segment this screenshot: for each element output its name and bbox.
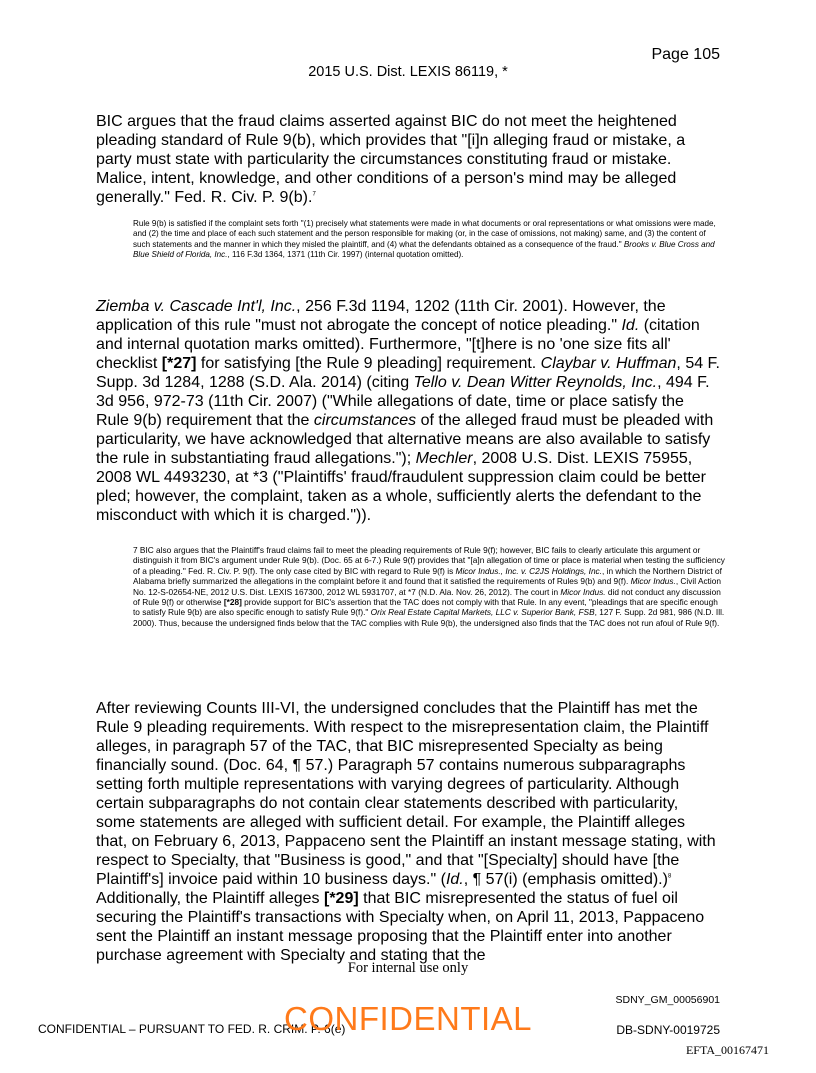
running-citation: 2015 U.S. Dist. LEXIS 86119, * [308, 64, 508, 80]
page-number: Page 105 [651, 46, 720, 63]
text: , Civil Action No. 12-S-02654-NE, 2012 U.S. Dist. LEXIS 167300, 2012 WL 5931707, at *7 (N.D. Ala. Nov. 26, 2012). The court in [133, 576, 721, 597]
text: , 494 F. 3d 956, 972-73 (11th Cir. 2007) ("While allegations of date, time or place satisfy the Rule 9(b) requirement that the [96, 374, 710, 429]
text: , 2008 U.S. Dist. LEXIS 75955, 2008 WL 4493230, at *3 ("Plaintiffs' fraud/fraudulent suppression claim could be better pled; however, the complaint, taken as a whole, sufficiently alerts the defendant to the misconduct with which it is charged.")). [96, 450, 706, 524]
text: , 116 F.3d 1364, 1371 (11th Cir. 1997) (internal quotation omitted). [227, 250, 464, 260]
text: provide support for BIC's assertion that the TAC does not comply with that Rule. In any event, "pleadings that are specific enough to satisfy Rule 9(b) are also specific enough to satisfy Rule 9(f)." [133, 597, 718, 618]
efta-number: EFTA_00167471 [685, 1043, 769, 1057]
block-quote [133, 219, 720, 261]
id-cite: Id. [621, 317, 640, 334]
text: , 127 F. Supp. 2d 981, 986 (N.D. Ill. 2000). Thus, because the undersigned finds below that the TAC complies with Rule 9(b), the undersigned also finds that the TAC does not run afoul of Rule 9(f). [133, 607, 725, 628]
text: , in which the Northern District of Alabama briefly summarized the allegations in the complaint before it and found that it satisfied the requirements of Rules 9(b) and 9(f). [133, 565, 722, 587]
footnote-7 [133, 545, 725, 628]
text: , ¶ 57(i) (emphasis omitted).) [463, 871, 668, 888]
text: for satisfying [the Rule 9 pleading] requirement. [196, 355, 541, 372]
text: of the alleged fraud must be pleaded with particularity, we have acknowledged that alternative means are also available to satisfy the rule in substantiating fraud allegations."); [96, 412, 714, 467]
text: that BIC misrepresented the status of fuel oil securing the Plaintiff's transactions with Specialty when, on April 11, 2013, Pappaceno sent the Plaintiff an instant message proposing that the Plaintiff enter into another purchase agreement with Specialty and stating that the [96, 890, 705, 964]
case-name: Ziemba v. Cascade Int'l, Inc. [96, 298, 297, 315]
emphasis: circumstances [313, 412, 417, 429]
star-page: [*27] [161, 355, 197, 372]
case-name: Micor Indus. [560, 586, 606, 597]
text: Rule 9(b) is satisfied if the complaint sets forth "(1) precisely what statements were made in what documents or oral representations or what omissions were made, and (2) the time and place of each such statement and the person responsible for making (or, in the case of omissions, not making) same, and (3) the content of such statements and the manner in which they misled the plaintiff, and (4) what the defendants obtained as a consequence of the fraud." [133, 219, 716, 249]
footnote-ref: 7 [312, 191, 316, 198]
text: 7 BIC also argues that the Plaintiff's fraud claims fail to meet the pleading requirements of Rule 9(f); however, BIC fails to clearly articulate this argument or distinguish it from BIC's argument under Rule 9(b). (Doc. 65 at 6-7.) Rule 9(f) provides that "[a]n allegation of time or place is material when testing the sufficiency of a pleading." Fed. R. Civ. P. 9(f). The only case cited by BIC with regard to Rule 9(f) is [133, 545, 725, 576]
paragraph-notice-pleading [96, 297, 720, 525]
star-page: [*28] [223, 597, 242, 608]
text: (citation and internal quotation marks omitted). Furthermore, "[t]here is no 'one size fits all' checklist [96, 317, 700, 372]
paragraph-rule-9b [96, 112, 720, 207]
text: BIC argues that the fraud claims asserted against BIC do not meet the heightened pleading standard of Rule 9(b), which provides that "[i]n alleging fraud or mistake, a party must state with particularity the circumstances constituting fraud or mistake. Malice, intent, knowledge, and other conditions of a person's mind may be alleged generally." Fed. R. Civ. P. 9(b). [96, 113, 686, 206]
bates-db: DB-SDNY-0019725 [616, 1023, 720, 1037]
text: , 54 F. Supp. 3d 1284, 1288 (S.D. Ala. 2014) (citing [96, 355, 720, 391]
case-name: Orix Real Estate Capital Markets, LLC v. Superior Bank, FSB [370, 607, 595, 618]
confidential-stamp: CONFIDENTIAL [283, 1000, 533, 1037]
case-name: Brooks v. Blue Cross and Blue Shield of Florida, Inc. [133, 239, 715, 260]
footnote-ref: 8 [667, 873, 672, 880]
case-name: Mechler [415, 450, 473, 467]
text: did not conduct any discussion of Rule 9(f) or otherwise [133, 586, 721, 608]
text: After reviewing Counts III-VI, the undersigned concludes that the Plaintiff has met the Rule 9 pleading requirements. With respect to the misrepresentation claim, the Plaintiff alleges, in paragraph 57 of the TAC, that BIC misrepresented Specialty as being financially sound. (Doc. 64, ¶ 57.) Paragraph 57 contains numerous subparagraphs setting forth multiple representations with varying degrees of particularity. Although certain subparagraphs do not contain clear statements described with particularity, some statements are alleged with sufficient detail. For example, the Plaintiff alleges that, on February 6, 2013, Pappaceno sent the Plaintiff an instant message stating, with respect to Specialty, that "Business is good," and that "[Specialty] should have [the Plaintiff's] invoice paid within 10 business days." ( [96, 700, 716, 888]
text: , 256 F.3d 1194, 1202 (11th Cir. 2001). However, the application of this rule "must not abrogate the concept of notice pleading." [96, 298, 666, 334]
bates-sdny: SDNY_GM_00056901 [615, 994, 720, 1006]
case-name: Claybar v. Huffman [540, 355, 677, 372]
confidential-footer: CONFIDENTIAL – PURSUANT TO FED. R. CRIM. P. 6(e) [38, 1022, 346, 1036]
star-page: [*29] [324, 890, 359, 907]
case-name: Tello v. Dean Witter Reynolds, Inc. [413, 374, 658, 391]
id-cite: Id. [445, 871, 464, 888]
internal-use-notice: For internal use only [347, 960, 469, 976]
case-name: Micor Indus., Inc. v. C2JS Holdings, Inc. [455, 565, 603, 576]
text: Additionally, the Plaintiff alleges [96, 890, 324, 907]
paragraph-counts-analysis [96, 699, 720, 965]
case-name: Micor Indus. [630, 576, 676, 587]
